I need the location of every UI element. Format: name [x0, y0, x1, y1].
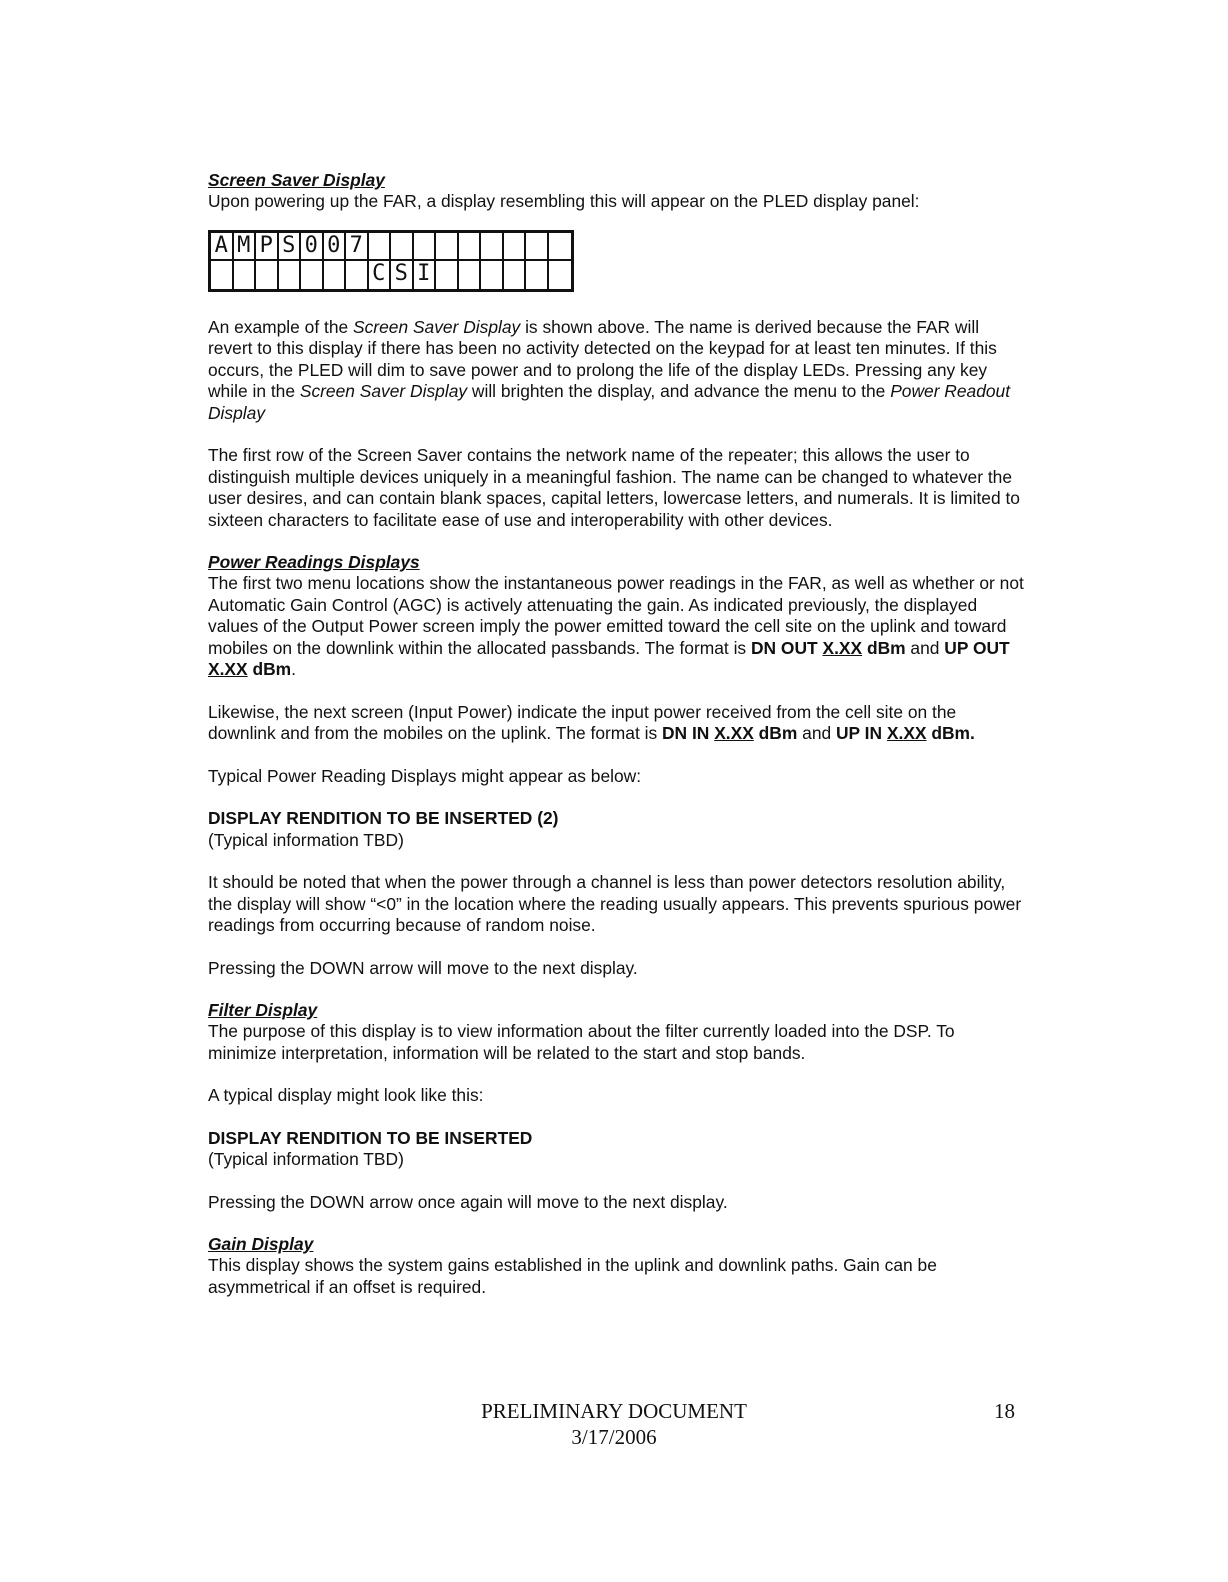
pled-cell — [436, 233, 459, 261]
pled-cell — [234, 261, 257, 289]
italic-term: Power Readout Display — [208, 381, 1011, 423]
text-run: and — [797, 723, 836, 743]
pled-cell — [324, 261, 347, 289]
pled-cell: C — [369, 261, 392, 289]
format-value: X.XX — [886, 723, 927, 743]
page-number: 18 — [994, 1399, 1015, 1423]
footer-date: 3/17/2006 — [571, 1425, 657, 1449]
italic-term: Screen Saver Display — [299, 381, 468, 401]
text-run: An example of the — [208, 316, 354, 337]
format-value: X.XX — [822, 637, 863, 658]
filter-rendition-placeholder: DISPLAY RENDITION TO BE INSERTED — [208, 1127, 533, 1148]
format-value: X.XX — [208, 659, 248, 679]
format-term: DN OUT — [750, 637, 823, 658]
footer — [0, 1398, 1228, 1450]
power-readings-paragraph-3: Typical Power Reading Displays might appear as below: — [208, 765, 642, 786]
pled-display-panel — [208, 230, 574, 292]
screen-saver-heading: Screen Saver Display — [208, 170, 385, 190]
power-readings-paragraph-1 — [208, 573, 1028, 681]
pled-cell: S — [279, 233, 302, 261]
screen-saver-intro: Upon powering up the FAR, a display resembling this will appear on the PLED display panel: — [208, 191, 920, 211]
pled-cell — [526, 261, 549, 289]
format-unit: dBm — [753, 723, 798, 743]
pled-cell — [211, 261, 234, 289]
footer-title: PRELIMINARY DOCUMENT — [481, 1399, 747, 1423]
pled-cell — [279, 261, 302, 289]
pled-cell — [481, 233, 504, 261]
text-run: is shown above. The name is derived because the FAR will revert to this display if there has been no activity detected on the keypad for at least ten minutes. If this occurs, the PLED will dim to save power and to prolong the life of the display LEDs. Pressing any key while in the — [208, 316, 997, 401]
text-run: and — [905, 637, 945, 658]
power-readings-paragraph-4: It should be noted that when the power through a channel is less than power detectors resolution ability, the display will show “<0” in the location where the reading usually appears. This prevents spurious power readings from occurring because of random noise. — [208, 872, 1022, 935]
gain-heading: Gain Display — [208, 1234, 314, 1254]
filter-paragraph-2: A typical display might look like this: — [208, 1085, 484, 1105]
filter-paragraph-1: The purpose of this display is to view information about the filter currently loaded into the DSP. To minimize interpretation, information will be related to the start and stop bands. — [208, 1021, 955, 1063]
pled-cell — [549, 233, 572, 261]
gain-paragraph-1: This display shows the system gains established in the uplink and downlink paths. Gain can be asymmetrical if an offset is required. — [208, 1255, 937, 1297]
pled-cell: I — [414, 261, 437, 289]
italic-term: Screen Saver Display — [353, 316, 521, 337]
pled-cell — [256, 261, 279, 289]
pled-cell — [526, 233, 549, 261]
format-term: UP IN — [836, 723, 887, 743]
power-readings-heading: Power Readings Displays — [208, 552, 420, 572]
pled-cell: M — [234, 233, 257, 261]
text-run: Likewise, the next screen (Input Power) indicate the input power received from the cell site on the downlink and from the mobiles on the uplink. The format is — [208, 701, 957, 743]
document-body — [208, 170, 1028, 1298]
pled-cell — [459, 261, 482, 289]
text-run: will brighten the display, and advance the menu to the — [467, 381, 891, 401]
filter-paragraph-3: Pressing the DOWN arrow once again will move to the next display. — [208, 1191, 728, 1212]
pled-cell: 7 — [346, 233, 369, 261]
pled-cell — [504, 233, 527, 261]
power-readings-rendition-placeholder: DISPLAY RENDITION TO BE INSERTED (2) — [208, 808, 559, 828]
pled-cell — [436, 261, 459, 289]
pled-cell — [549, 261, 572, 289]
power-readings-tbd: (Typical information TBD) — [208, 829, 404, 850]
screen-saver-paragraph-2: The first row of the Screen Saver contains the network name of the repeater; this allows the user to distinguish multiple devices uniquely in a meaningful fashion. The name can be changed to whatever the user desires, and can contain blank spaces, capital letters, lowercase letters, and numerals. It is limited to sixteen characters to facilitate ease of use and interoperability with other devices. — [208, 445, 1020, 530]
format-value: X.XX — [714, 723, 754, 743]
pled-cell — [459, 233, 482, 261]
filter-tbd: (Typical information TBD) — [208, 1149, 404, 1169]
format-unit: dBm. — [926, 723, 975, 743]
pled-cell: 0 — [301, 233, 324, 261]
pled-cell — [301, 261, 324, 289]
pled-cell: A — [211, 233, 234, 261]
text-run: . — [291, 659, 296, 679]
pled-cell: P — [256, 233, 279, 261]
power-readings-paragraph-5: Pressing the DOWN arrow will move to the next display. — [208, 957, 638, 978]
pled-cell — [391, 233, 414, 261]
pled-cell — [414, 233, 437, 261]
format-term: DN IN — [662, 723, 715, 743]
pled-cell: S — [391, 261, 414, 289]
pled-cell — [481, 261, 504, 289]
format-unit: dBm — [862, 637, 906, 658]
format-unit: dBm — [247, 659, 292, 679]
pled-cell — [504, 261, 527, 289]
format-term: UP OUT — [944, 637, 1010, 658]
filter-heading: Filter Display — [208, 1000, 318, 1020]
pled-cell — [369, 233, 392, 261]
text-run: The first two menu locations show the instantaneous power readings in the FAR, as well as whether or not Automatic Gain Control (AGC) is actively attenuating the gain. As indicated previously, the displayed values of the Output Power screen imply the power emitted toward the cell site on the uplink and toward mobiles on the downlink within the allocated passbands. The format is — [208, 573, 1024, 658]
power-readings-paragraph-2 — [208, 702, 1028, 745]
pled-cell: 0 — [324, 233, 347, 261]
screen-saver-paragraph-1 — [208, 317, 1028, 425]
pled-cell — [346, 261, 369, 289]
